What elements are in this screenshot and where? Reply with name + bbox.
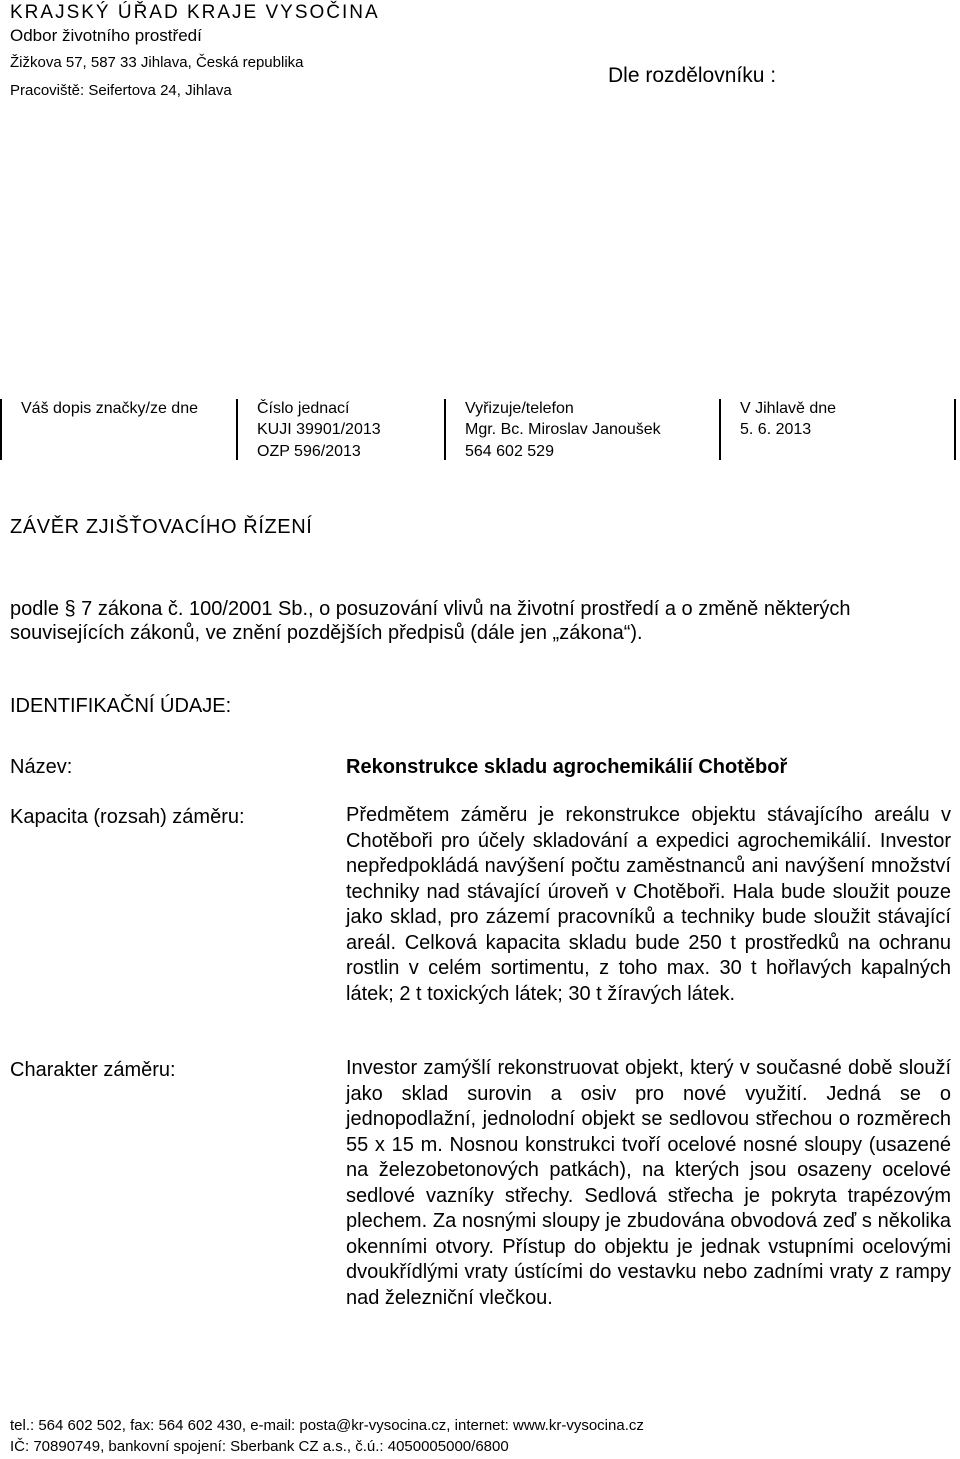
divider [719, 399, 721, 460]
law-text-continued: souvisejících zákonů, ve znění pozdějších předpisů (dále jen „zákona“). [10, 622, 643, 644]
divider [444, 399, 446, 460]
divider [236, 399, 238, 460]
character-label: Charakter záměru: [10, 1059, 176, 1081]
divider [954, 399, 956, 460]
department-name: Odbor životního prostředí [10, 26, 202, 45]
authority-name: KRAJSKÝ ÚŘAD KRAJE VYSOČINA [10, 2, 380, 23]
authority-address: Žižkova 57, 587 33 Jihlava, Česká republika [10, 54, 304, 71]
handler-phone: 564 602 529 [465, 443, 554, 460]
footer-contacts: tel.: 564 602 502, fax: 564 602 430, e-mail: posta@kr-vysocina.cz, internet: www.kr-vysocina.cz [10, 1417, 644, 1434]
your-letter-label: Váš dopis značky/ze dne [21, 400, 198, 417]
character-value: Investor zamýšlí rekonstruovat objekt, který v současné době slouží jako sklad surovin a osiv pro nové využití. Jedná se o jednopodlažní, jednolodní objekt se sedlovou střechou o rozměrech 55 x 15 m. Nosnou konstrukci tvoří ocelové nosné sloupy (usazené na železobetonových patkách), na kterých jsou osazeny ocelové sedlové vazníky střechy. Sedlová střecha je pokryta trapézovým plechem. Za nosnými sloupy je zbudována obvodová zeď s několika okenními otvory. Přístup do objektu je jednak vstupními ocelovými dvoukřídlými vraty ústícími do vestavku nebo zadními vraty z rampy nad železniční vlečkou. [346, 1057, 951, 1309]
date-value: 5. 6. 2013 [740, 421, 812, 438]
reference-number-label: Číslo jednací [257, 400, 350, 417]
law-prefix: podle [10, 598, 65, 620]
divider [0, 399, 2, 460]
reference-number-value: KUJI 39901/2013 [257, 421, 381, 438]
legal-basis [10, 597, 955, 645]
document-title: ZÁVĚR ZJIŠŤOVACÍHO ŘÍZENÍ [10, 516, 313, 538]
capacity-label: Kapacita (rozsah) záměru: [10, 806, 245, 828]
handler-name: Mgr. Bc. Miroslav Janoušek [465, 421, 661, 438]
workplace-address: Pracoviště: Seifertova 24, Jihlava [10, 82, 232, 99]
name-value: Rekonstrukce skladu agrochemikálií Chotěboř [346, 756, 788, 778]
date-label: V Jihlavě dne [740, 400, 837, 417]
footer-bank-details: IČ: 70890749, bankovní spojení: Sberbank CZ a.s., č.ú.: 4050005000/6800 [10, 1438, 509, 1455]
capacity-value: Předmětem záměru je rekonstrukce objektu stávajícího areálu v Chotěboři pro účely skladování a expedici agrochemikálií. Investor nepředpokládá navýšení počtu zaměstnanců ani navýšení množství techniky nad stávající úroveň v Chotěboři. Hala bude sloužit pouze jako sklad, pro zázemí pracovníků a techniky bude sloužit stávající areál. Celková kapacita skladu bude 250 t prostředků na ochranu rostlin v celém sortimentu, z toho max. 30 t hořlavých kapalných látek; 2 t toxických látek; 30 t žíravých látek. [346, 804, 951, 1005]
section-title: IDENTIFIKAČNÍ ÚDAJE: [10, 695, 232, 717]
name-label: Název: [10, 756, 73, 778]
recipient-line: Dle rozdělovníku : [608, 64, 777, 87]
law-text: 7 zákona č. 100/2001 Sb., o posuzování vlivů na životní prostředí a o změně některých [75, 598, 851, 620]
reference-number-value-2: OZP 596/2013 [257, 443, 361, 460]
handler-label: Vyřizuje/telefon [465, 400, 574, 417]
section-symbol: § [64, 598, 76, 620]
